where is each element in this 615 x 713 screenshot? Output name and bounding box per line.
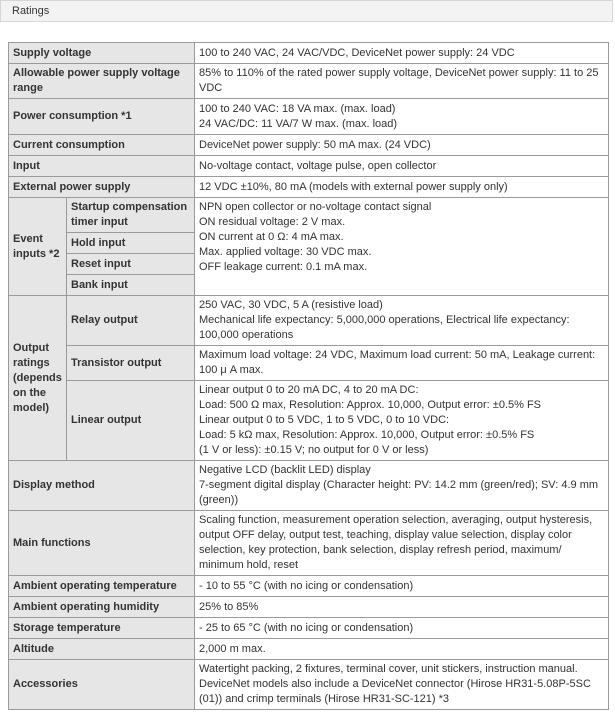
value-line: Load: 5 kΩ max, Resolution: Approx. 10,000, Output error: ±0.5% FS [199, 429, 535, 441]
row-label: Input [9, 156, 195, 177]
row-value: - 25 to 65 °C (with no icing or condensation) [195, 618, 609, 639]
row-label: Display method [9, 461, 195, 511]
value-line: ON residual voltage: 2 V max. [199, 216, 346, 228]
value-line: Linear output 0 to 20 mA DC, 4 to 20 mA DC: [199, 384, 419, 396]
row-value: DeviceNet power supply: 50 mA max. (24 VDC) [195, 135, 609, 156]
value-line: (1 V or less): ±0.15 V; no output for 0 V or less) [199, 444, 429, 456]
row-label: Supply voltage [9, 43, 195, 64]
row-label: Accessories [9, 660, 195, 710]
row-label: Ambient operating humidity [9, 597, 195, 618]
table-row [9, 618, 609, 639]
table-row [9, 64, 609, 99]
value-line: Negative LCD (backlit LED) display [199, 464, 371, 476]
row-value: Maximum load voltage: 24 VDC, Maximum load current: 50 mA, Leakage current: 100 μ A max. [195, 346, 609, 381]
row-value [195, 296, 609, 346]
sub-label: Relay output [67, 296, 195, 346]
row-label: Event inputs *2 [9, 198, 67, 296]
table-row [9, 43, 609, 64]
row-value [195, 381, 609, 461]
value-line: OFF leakage current: 0.1 mA max. [199, 261, 368, 273]
value-line: 250 VAC, 30 VDC, 5 A (resistive load) [199, 299, 383, 311]
table-row [9, 198, 609, 233]
row-label: Power consumption *1 [9, 99, 195, 135]
row-label: External power supply [9, 177, 195, 198]
row-label: Current consumption [9, 135, 195, 156]
value-line: 24 VAC/DC: 11 VA/7 W max. (max. load) [199, 117, 398, 130]
value-line: 100 to 240 VAC: 18 VA max. (max. load) [199, 102, 396, 115]
sub-label: Startup compensation timer input [67, 198, 195, 233]
value-line: Load: 500 Ω max, Resolution: Approx. 10,000, Output error: ±0.5% FS [199, 399, 542, 411]
table-row [9, 99, 609, 135]
table-row [9, 296, 609, 346]
row-label: Ambient operating temperature [9, 576, 195, 597]
row-label: Storage temperature [9, 618, 195, 639]
table-row [9, 639, 609, 660]
value-line: 7-segment digital display (Character height: PV: 14.2 mm (green/red); SV: 4.9 mm (green)) [199, 479, 599, 506]
value-line: Linear output 0 to 5 VDC, 1 to 5 VDC, 0 to 10 VDC: [199, 414, 450, 426]
value-line: ON current at 0 Ω: 4 mA max. [199, 231, 344, 243]
row-value: 2,000 m max. [195, 639, 609, 660]
sub-label: Reset input [67, 254, 195, 275]
row-value [195, 99, 609, 135]
section-title: Ratings [12, 5, 50, 17]
value-line: Mechanical life expectancy: 5,000,000 operations, Electrical life expectancy: 100,000 operations [199, 314, 570, 341]
table-row [9, 135, 609, 156]
row-value: 85% to 110% of the rated power supply voltage, DeviceNet power supply: 11 to 25 VDC [195, 64, 609, 99]
table-row [9, 156, 609, 177]
row-value: No-voltage contact, voltage pulse, open collector [195, 156, 609, 177]
row-value: 100 to 240 VAC, 24 VAC/VDC, DeviceNet power supply: 24 VDC [195, 43, 609, 64]
table-row [9, 461, 609, 511]
row-value: 25% to 85% [195, 597, 609, 618]
value-line: NPN open collector or no-voltage contact signal [199, 201, 432, 213]
table-row [9, 381, 609, 461]
section-header [0, 0, 613, 22]
row-label: Altitude [9, 639, 195, 660]
row-value: 12 VDC ±10%, 80 mA (models with external power supply only) [195, 177, 609, 198]
row-value: - 10 to 55 °C (with no icing or condensation) [195, 576, 609, 597]
table-row [9, 597, 609, 618]
row-value: Scaling function, measurement operation selection, averaging, output hysteresis, output OFF delay, output test, teaching, display value selection, display color selection, key protection, bank selection, display refresh period, maximum/ minimum hold, reset [195, 511, 609, 576]
table-row [9, 177, 609, 198]
sub-label: Transistor output [67, 346, 195, 381]
row-value: Watertight packing, 2 fixtures, terminal cover, unit stickers, instruction manual. DeviceNet models also include a DeviceNet connector (Hirose HR31-5.08P-5SC (01)) and crimp terminals (Hirose HR31-SC-121) *3 [195, 660, 609, 710]
sub-label: Linear output [67, 381, 195, 461]
table-row [9, 576, 609, 597]
value-line: Max. applied voltage: 30 VDC max. [199, 246, 372, 258]
row-label: Main functions [9, 511, 195, 576]
sub-label: Bank input [67, 275, 195, 296]
ratings-table [8, 42, 609, 710]
sub-label: Hold input [67, 233, 195, 254]
table-row [9, 346, 609, 381]
table-row [9, 511, 609, 576]
table-row [9, 660, 609, 710]
row-value [195, 461, 609, 511]
row-label: Allowable power supply voltage range [9, 64, 195, 99]
row-label: Output ratings (depends on the model) [9, 296, 67, 461]
row-value [195, 198, 609, 296]
